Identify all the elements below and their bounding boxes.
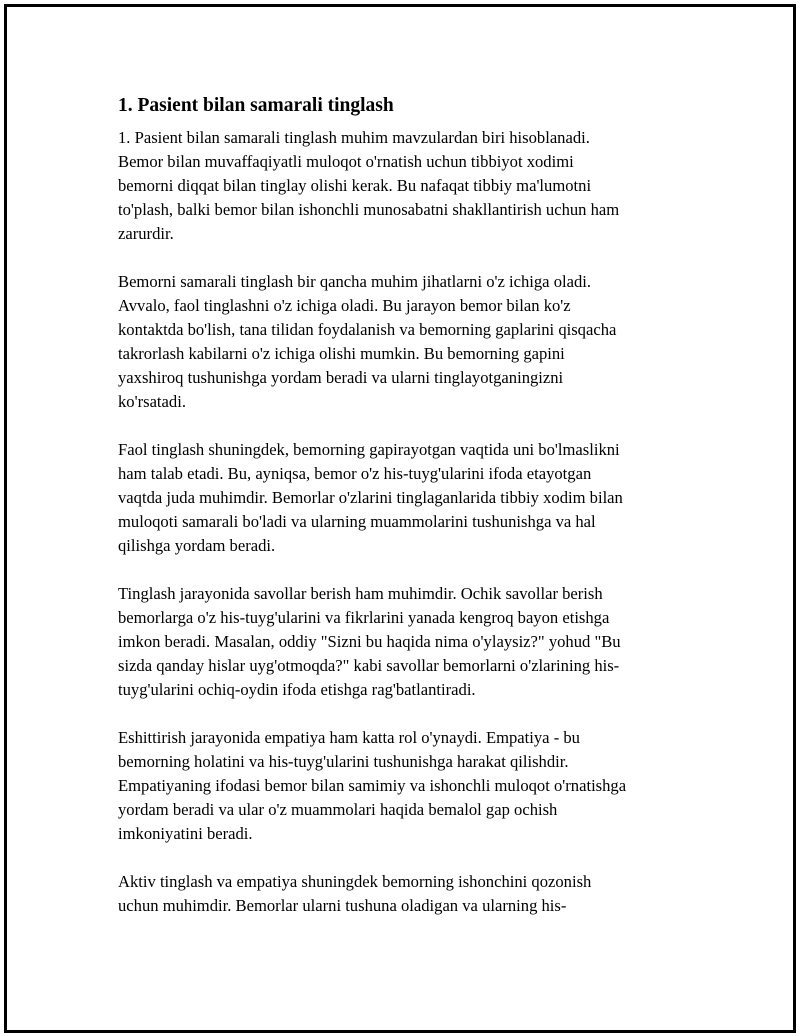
text-line: yaxshiroq tushunishga yordam beradi va ularni tinglayotganingizni <box>118 368 564 387</box>
text-line: imkoniyatini beradi. <box>118 824 253 843</box>
text-line: Avvalo, faol tinglashni o'z ichiga oladi. Bu jarayon bemor bilan ko'z <box>118 296 571 315</box>
paragraph-1 <box>118 126 690 246</box>
text-line: Tinglash jarayonida savollar berish ham muhimdir. Ochik savollar berish <box>118 584 603 603</box>
text-line: ham talab etadi. Bu, ayniqsa, bemor o'z his-tuyg'ularini ifoda etayotgan <box>118 464 592 483</box>
text-line: yordam beradi va ular o'z muammolari haqida bemalol gap ochish <box>118 800 558 819</box>
text-line: Eshittirish jarayonida empatiya ham katta rol o'ynaydi. Empatiya - bu <box>118 728 580 747</box>
document-title: 1. Pasient bilan samarali tinglash <box>118 95 394 116</box>
text-line: uchun muhimdir. Bemorlar ularni tushuna oladigan va ularning his- <box>118 896 567 915</box>
paragraph-5 <box>118 726 690 846</box>
paragraph-6 <box>118 870 690 918</box>
text-line: bemorni diqqat bilan tinglay olishi kerak. Bu nafaqat tibbiy ma'lumotni <box>118 176 592 195</box>
text-line: to'plash, balki bemor bilan ishonchli munosabatni shakllantirish uchun ham <box>118 200 620 219</box>
text-line: Empatiyaning ifodasi bemor bilan samimiy va ishonchli muloqot o'rnatishga <box>118 776 627 795</box>
text-line: Faol tinglash shuningdek, bemorning gapirayotgan vaqtida uni bo'lmaslikni <box>118 440 620 459</box>
text-line: takrorlash kabilarni o'z ichiga olishi mumkin. Bu bemorning gapini <box>118 344 565 363</box>
text-line: 1. Pasient bilan samarali tinglash muhim mavzulardan biri hisoblanadi. <box>118 128 590 147</box>
text-line: Bemor bilan muvaffaqiyatli muloqot o'rnatish uchun tibbiyot xodimi <box>118 152 574 171</box>
paragraph-4 <box>118 582 690 702</box>
text-line: muloqoti samarali bo'ladi va ularning muammolarini tushunishga va hal <box>118 512 596 531</box>
text-line: bemorlarga o'z his-tuyg'ularini va fikrlarini yanada kengroq bayon etishga <box>118 608 610 627</box>
paragraph-2 <box>118 270 690 414</box>
text-line: kontaktda bo'lish, tana tilidan foydalanish va bemorning gaplarini qisqacha <box>118 320 617 339</box>
text-line: tuyg'ularini ochiq-oydin ifoda etishga rag'batlantiradi. <box>118 680 476 699</box>
document-body <box>118 92 690 942</box>
paragraph-3 <box>118 438 690 558</box>
text-line: ko'rsatadi. <box>118 392 186 411</box>
text-line: Aktiv tinglash va empatiya shuningdek bemorning ishonchini qozonish <box>118 872 592 891</box>
text-line: zarurdir. <box>118 224 174 243</box>
text-line: qilishga yordam beradi. <box>118 536 276 555</box>
text-line: bemorning holatini va his-tuyg'ularini tushunishga harakat qilishdir. <box>118 752 569 771</box>
text-line: imkon beradi. Masalan, oddiy "Sizni bu haqida nima o'ylaysiz?" yohud "Bu <box>118 632 621 651</box>
text-line: vaqtda juda muhimdir. Bemorlar o'zlarini tinglaganlarida tibbiy xodim bilan <box>118 488 623 507</box>
text-line: Bemorni samarali tinglash bir qancha muhim jihatlarni o'z ichiga oladi. <box>118 272 592 291</box>
text-line: sizda qanday hislar uyg'otmoqda?" kabi savollar bemorlarni o'zlarining his- <box>118 656 620 675</box>
